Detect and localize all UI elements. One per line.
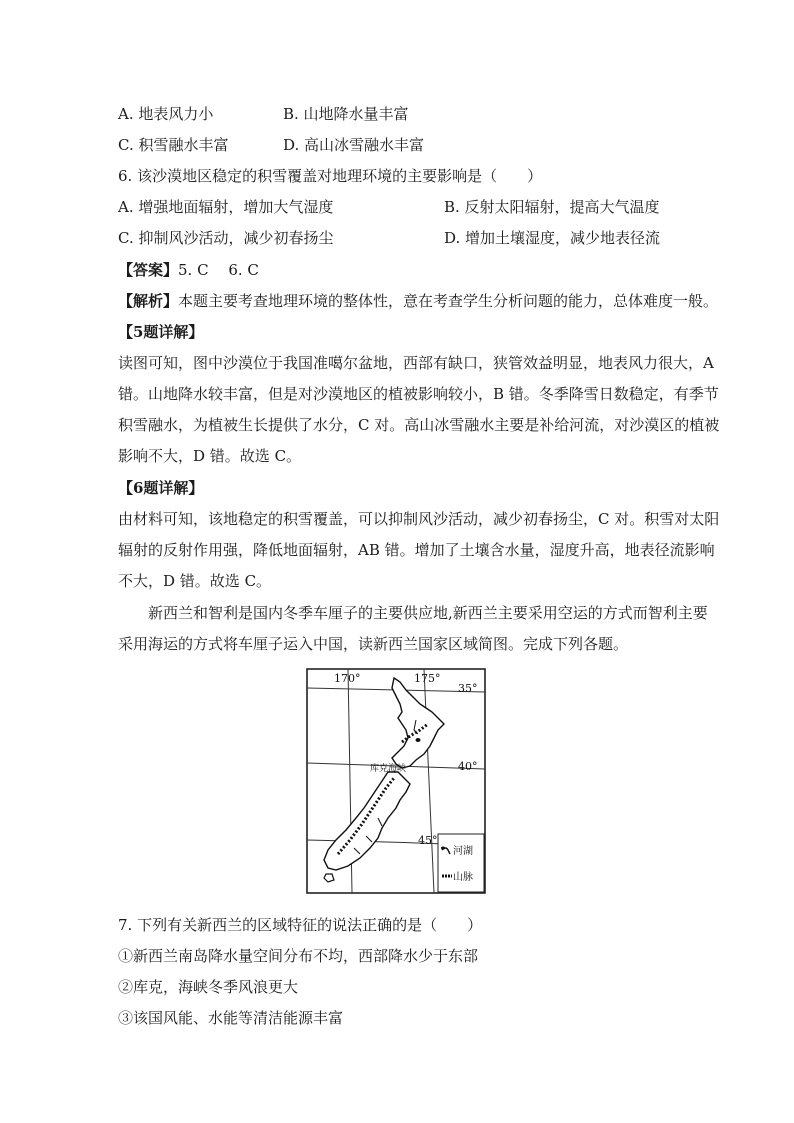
- answer-text: 5. C 6. C: [178, 261, 259, 279]
- legend-river: 河湖: [453, 846, 473, 857]
- analysis-line: [118, 291, 718, 311]
- intro-line: 采用海运的方式将车厘子运入中国，读新西兰国家区域简图。完成下列各题。: [118, 635, 629, 653]
- label-lat-45: 45°: [418, 834, 438, 847]
- detail6-heading: 【6题详解】: [118, 479, 204, 497]
- map-svg: [306, 668, 486, 894]
- detail6-line: 由材料可知，该地稳定的积雪覆盖，可以抑制风沙活动，减少初春扬尘，C 对。积雪对太阳: [118, 510, 720, 528]
- label-lat-35: 35°: [458, 682, 478, 695]
- answer-line: [118, 260, 259, 280]
- q5-option-c: C. 积雪融水丰富: [118, 136, 229, 154]
- q6-stem: 6. 该沙漠地区稳定的积雪覆盖对地理环境的主要影响是（ ）: [118, 167, 543, 185]
- detail5-line: 影响不大，D 错。故选 C。: [118, 447, 302, 465]
- q6-option-b: B. 反射太阳辐射，提高大气温度: [444, 198, 660, 216]
- q7-item: ②库克，海峡冬季风浪更大: [118, 978, 299, 996]
- detail6-line: 不大，D 错。故选 C。: [118, 572, 272, 590]
- label-lon-175: 175°: [414, 672, 441, 685]
- q7-item: ③该国风能、水能等清洁能源丰富: [118, 1009, 344, 1027]
- lake-taupo: [416, 738, 421, 742]
- q6-option-d: D. 增加土壤湿度，减少地表径流: [444, 229, 661, 247]
- intro-line: 新西兰和智利是国内冬季车厘子的主要供应地,新西兰主要采用空运的方式而智利主要: [148, 604, 708, 622]
- detail6-line: 辐射的反射作用强，降低地面辐射，AB 错。增加了土壤含水量，湿度升高，地表径流影响: [118, 541, 715, 559]
- detail5-line: 读图可知，图中沙漠位于我国准噶尔盆地，西部有缺口，狭管效益明显，地表风力很大，A: [118, 354, 714, 372]
- analysis-text: 本题主要考查地理环境的整体性，意在考查学生分析问题的能力，总体难度一般。: [178, 292, 719, 310]
- q5-option-d: D. 高山冰雪融水丰富: [283, 136, 425, 154]
- analysis-label: 【解析】: [118, 292, 179, 310]
- detail5-heading: 【5题详解】: [118, 323, 204, 341]
- q5-option-a: A. 地表风力小: [118, 105, 214, 123]
- detail5-line: 错。山地降水较丰富，但是对沙漠地区的植被影响较小，B 错。冬季降雪日数稳定，有季节: [118, 385, 719, 403]
- map-legend: [438, 834, 484, 892]
- q7-stem: 7. 下列有关新西兰的区域特征的说法正确的是（ ）: [118, 916, 483, 934]
- q6-option-c: C. 抑制风沙活动，减少初春扬尘: [118, 229, 334, 247]
- answer-label: 【答案】: [118, 261, 179, 279]
- new-zealand-map: [306, 668, 486, 894]
- q7-item: ①新西兰南岛降水量空间分布不均，西部降水少于东部: [118, 947, 479, 965]
- legend-mountain: 山脉: [453, 872, 473, 883]
- label-cook-strait: 库克海峡: [370, 764, 407, 774]
- q5-option-b: B. 山地降水量丰富: [283, 105, 409, 123]
- detail5-line: 积雪融水，为植被生长提供了水分，C 对。高山冰雪融水主要是补给河流，对沙漠区的植被: [118, 416, 720, 434]
- label-lon-170: 170°: [334, 672, 361, 685]
- q6-option-a: A. 增强地面辐射，增加大气湿度: [118, 198, 334, 216]
- label-lat-40: 40°: [458, 760, 478, 773]
